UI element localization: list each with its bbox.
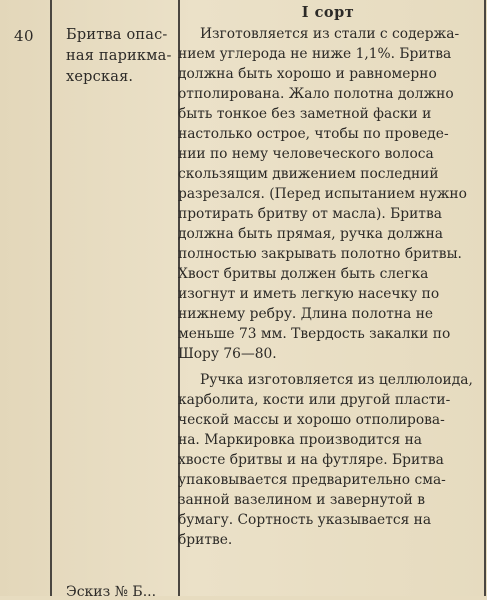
item-name bbox=[66, 25, 178, 88]
text-line: на. Маркировка производится на bbox=[178, 432, 423, 448]
column-divider-1 bbox=[50, 0, 52, 596]
item-name-line: ная парикма- bbox=[66, 48, 172, 64]
grade-1-heading: I сорт bbox=[301, 4, 355, 21]
text-line: быть тонкое без заметной фаски и bbox=[178, 106, 432, 122]
text-line: протирать бритву от масла). Бритва bbox=[178, 206, 442, 222]
text-line: упаковывается предварительно сма- bbox=[178, 472, 446, 488]
text-line: карболита, кости или другой пласти- bbox=[178, 392, 451, 408]
text-line: нием углерода не ниже 1,1%. Бритва bbox=[178, 46, 452, 62]
text-line: ческой массы и хорошо отполирова- bbox=[178, 412, 445, 428]
text-line: отполирована. Жало полотна должно bbox=[178, 86, 454, 102]
text-line: бумагу. Сортность указывается на bbox=[178, 512, 432, 528]
text-line: разрезался. (Перед испытанием нужно bbox=[178, 186, 467, 202]
text-line: Ручка изготовляется из целлюлоида, bbox=[200, 372, 473, 388]
text-line: Хвост бритвы должен быть слегка bbox=[178, 266, 429, 282]
row-number: 40 bbox=[14, 27, 35, 45]
text-line: полностью закрывать полотно бритвы. bbox=[178, 246, 462, 262]
text-line: нии по нему человеческого волоса bbox=[178, 146, 434, 162]
text-line: настолько острое, чтобы по проведе- bbox=[178, 126, 449, 142]
text-line: занной вазелином и завернутой в bbox=[178, 492, 425, 508]
text-line: изогнут и иметь легкую насечку по bbox=[178, 286, 440, 302]
text-line: бритве. bbox=[178, 532, 233, 548]
column-divider-3 bbox=[484, 0, 486, 596]
text-line: должна быть хорошо и равномерно bbox=[178, 66, 437, 82]
next-row-fragment: Эскиз № Б... bbox=[66, 584, 157, 600]
text-line: скользящим движением последний bbox=[178, 166, 439, 182]
text-line: хвосте бритвы и на футляре. Бритва bbox=[178, 452, 444, 468]
item-name-line: Бритва опас- bbox=[66, 27, 168, 43]
text-line: Изготовляется из стали с содержа- bbox=[200, 26, 460, 42]
text-line: Шору 76—80. bbox=[178, 346, 277, 362]
text-line: меньше 73 мм. Твердость закалки по bbox=[178, 326, 451, 342]
text-line: должна быть прямая, ручка должна bbox=[178, 226, 444, 242]
item-name-line: херская. bbox=[66, 69, 134, 85]
text-line: нижнему ребру. Длина полотна не bbox=[178, 306, 434, 322]
